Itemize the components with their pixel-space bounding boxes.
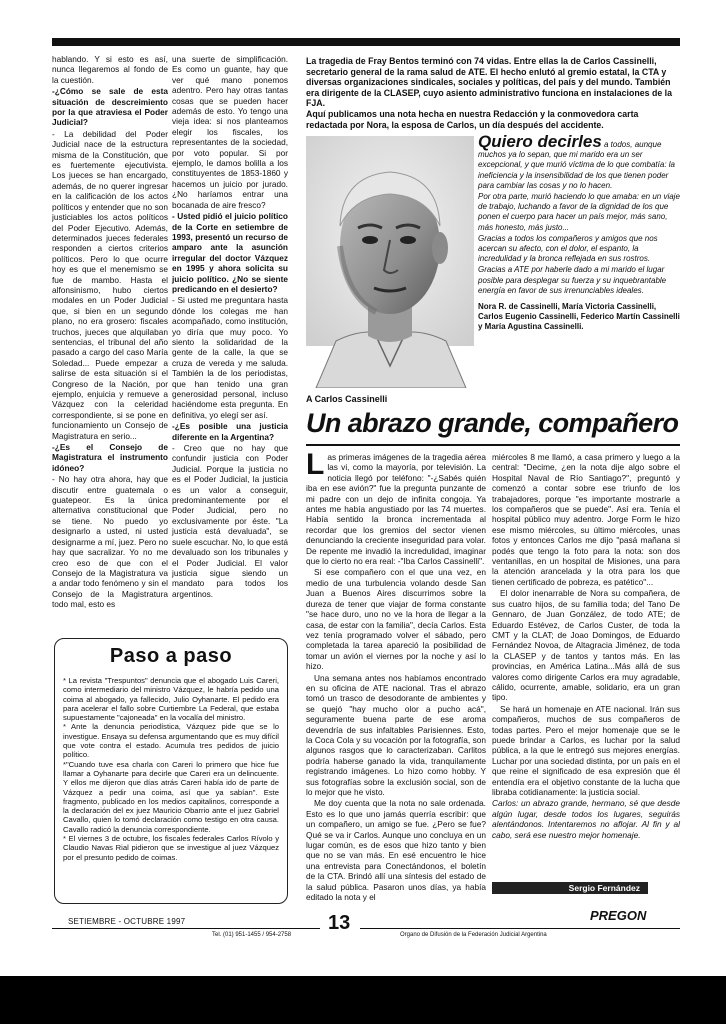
author-byline: Sergio Fernández <box>492 882 648 894</box>
portrait-photo <box>306 136 474 388</box>
letter-quiero-decirles <box>478 132 680 334</box>
article-paragraph: El dolor inenarrable de Nora su compañera, de sus cuatro hijos, de su familia toda; del Tano De Gennaro, de Juan González, de todo ATE; de Eduardo Estévez, de Carlos Custer, de toda la CMT y la CLAT; de Joao Domingos, de Eduardo Fernández Novoa, de Altagracia Jiménez, de toda la CLASEP y de tantos y tantos más. En las provincias, en América Latina...Más allá de sus valores como dirigente Carlos era muy agradable, cálido, ocurrente, amable, solidario, era un gran tipo. <box>492 588 680 703</box>
interview-question: -¿Cómo se sale de esta situación de descreimiento por la que atraviesa el Poder Judicial? <box>52 86 168 128</box>
interview-question: - Usted pidió el juicio político de la Corte en setiembre de 1993, presentó un recurso de amparo ante la asunción irregular del doctor Vázquez en 1995 y ahora solicita su juicio político. ¿No se siente predicando en el desierto? <box>172 211 288 294</box>
interview-answer: - Si usted me preguntara hasta dónde los colegas me han acompañado, como institución, yo diría que muy poco. Yo siento la solidaridad de la gente de la calle, la que se cruza de vereda y me saluda. También la de los periodistas, que han tenido una gran generosidad personal, incluso haciéndome esta pregunta. En definitiva, yo elegí ser así. <box>172 295 288 420</box>
footer-rule-right <box>360 928 680 929</box>
intro-block <box>306 56 678 130</box>
closing-paragraph: Carlos: un abrazo grande, hermano, sé que desde algún lugar, desde todos los lugares, seguirás alentándonos. Intentaremos no aflojar. Al fin y al cabo, será ese nuestro mejor homenaje. <box>492 798 680 840</box>
letter-paragraph: Por otra parte, murió haciendo lo que amaba: en un viaje de trabajo, luchando a favor de la dignidad de los que ponen el cuerpo para hacer un país mejor, más sano, más honesto, más justo... <box>478 192 680 232</box>
paso-items <box>63 676 279 862</box>
article-paragraph: Las primeras imágenes de la tragedia aérea las vi, como la mayoría, por televisión. La noticia llegó por teléfono: "-¿Sabés quién iba en ese avión?" fue la pregunta punzante de mi padre con un dejo de infinita congoja. Ya antes me había angustiado por las 74 muertes. Había sentido la bronca incrementada al recordar que los gremios del sector vienen denunciando la creciente inseguridad para volar. De repente me invadió la incredulidad, imaginar que lo cierto no era real: -"Iba Carlos Cassinelli". <box>306 448 486 567</box>
interview-answer: - No hay otra ahora, hay que discutir entre guatemala o guatepeor. Es la única alternativa constitucional que se tiene. No puedo yo designarlo a usted, ni usted designarme a mí, juez. Pero no hay que sacralizar. Yo no me creo eso de que con el Consejo de la Magistratura va a andar todo fenómeno y sin el Consejo de la Magistratura todo mal, esto es <box>52 474 168 610</box>
publication-logo: PREGON <box>590 908 647 923</box>
scan-edge <box>0 976 726 1024</box>
footer-publisher: Organo de Difusión de la Federación Judicial Argentina <box>400 932 547 938</box>
dedication-label: A Carlos Cassinelli <box>306 394 388 404</box>
paso-item: * El viernes 3 de octubre, los fiscales federales Carlos Rívolo y Claudio Navas Rial pidieron que se investigue al juez Vázquez por el presunto pedido de coimas. <box>63 834 279 862</box>
letter-title: Quiero decirles <box>478 132 602 151</box>
letter-signature: Nora R. de Cassinelli, María Victoria Cassinelli, Carlos Eugenio Cassinelli, Federico Martín Cassinelli y María Agustina Cassinelli. <box>478 302 680 332</box>
footer-rule-left <box>52 928 320 929</box>
intro-paragraph-2: Aquí publicamos una nota hecha en nuestra Redacción y la conmovedora carta redactada por Nora, la esposa de Carlos, un día después del accidente. <box>306 108 639 130</box>
article-paragraph: Me doy cuenta que la nota no sale ordenada. Esto es lo que uno jamás querría escribir: que un compañero, un amigo se fue. ¿Pero se fue? Qué se va ir Carlos. Aunque uno concluya en un lugar común, es de esos que hizo tanto y bien que no se van más. En esé encuentro le hice una entrevista para Conectándonos, el boletín de la CTA. Brindó allí una síntesis del estado de la salud pública. Pasaron unos días, ya había editado la nota y el <box>306 798 486 903</box>
interview-answer: hablando. Y si esto es así, nunca llegaremos al fondo de la cuestión. <box>52 54 168 85</box>
footer-phone: Tel. (01) 951-1455 / 954-2758 <box>212 932 292 938</box>
letter-paragraph: Gracias a ATE por haberle dado a mi marido el lugar posible para desplegar su fuerza y su inquebrantable energía en favor de sus irrenunciables ideales. <box>478 265 667 295</box>
page-number: 13 <box>328 912 351 934</box>
letter-paragraph: Gracias a todos los compañeros y amigos que nos acercan su afecto, con el dolor, el espanto, la incredulidad y la bronca reflejada en sus rostros. <box>478 233 658 264</box>
interview-answer: - La debilidad del Poder Judicial nace de la estructura misma de la Constitución, que es fuertemente ejecutivista. Los jueces se han encargado, además, de no querer ingresar en la calificación de los actos políticos y entender que no son justiciables los actos políticos del Poder Ejecutivo. Además, determinados jueces federales responden a ciertos criterios políticos. Pero lo que ocurre hoy es que el menemismo se fue de mambo. Hasta el alfonsinismo, hubo ciertos modales en un Poder Judicial que, si bien en un segundo plano, no era grosero: fiscales truchos, jueces que alquilaban sentencias, el tribunal del año pasado a cargo del caso María Soledad... Puede empezar a salirse de esta situación si el Congreso de la Nación, por ejemplo, enjuicia y remueve a Vázquez con la celeridad correspondiente, si se pone en funcionamiento un Consejo de Magistratura en serio... <box>52 128 168 441</box>
article-paragraph: miércoles 8 me llamó, a casa primero y luego a la central: "Decime, ¿en la nota dije algo sobre el Hospital Naval de Río Santiago?", preguntó y comenzó a contar sobre ese triunfo de los trabajadores, porque "es importante mostrarle a los compañeros que se puede". Así era. Tenía el hospital público muy adentro. Jorge Form le hizo ese mismo miércoles, su último miércoles, unas fotos y entonces Carlos me dijo "pasá mañana si podés que tengo la foto para la nota: son dos ventanillas, en un hospital de Misiones, una para la atención arancelada y la otra para los que tienen certificado de pobreza, es patético"... <box>492 452 680 587</box>
headline-rule <box>306 444 680 446</box>
interview-answer: una suerte de simplificación. Es como un guante, hay que ver qué mano ponemos adentro. Pero hay otras tantas cosas que se pueden hacer además de esto. Yo tengo una vieja idea: si nos planteamos elegir los fiscales, los representantes de la sociedad, por voto popular. Si por ejemplo, le damos bolilla a los constituyentes de 1853-1860 y hacemos un juicio por jurado. ¿No haríamos entrar una bocanada de aire fresco? <box>172 54 288 210</box>
paso-title: Paso a paso <box>109 645 233 667</box>
interview-answer: - Creo que no hay que confundir justicia con Poder Judicial. Porque la justicia no es el Poder Judicial, la justicia es un valor a conseguir, predominantemente por el Poder Judicial, pero no exclusivamente por éste. "La justicia está devaluada", se suele escuchar. No, lo que está devaluado son los tribunales y el Poder Judicial. El valor justicia sigue siendo un mandato para todos los argentinos. <box>172 443 288 599</box>
article-column-1 <box>306 448 486 903</box>
paso-item: *"Cuando tuve esa charla con Careri lo primero que hice fue llamar a Oyhanarte para decirle que Careri era un delincuente. Y ellos me dijeron que días atrás Careri había ido de parte de Vázquez a pedir una coima, así que ya sabían". Este fragmento, publicado en los medios capitalinos, corresponde a la declaración del ex juez Mauricio Obarrio ante el juez Gabriel Cavallo, quien lo tomó declaración como testigo en otra causa. Cavallo radicó la denuncia correspondiente. <box>63 759 279 834</box>
top-rule <box>52 38 680 46</box>
interview-question: -¿Es el Consejo de Magistratura el instrumento idóneo? <box>52 442 168 473</box>
article-paragraph: Si ese compañero con el que una vez, en medio de una turbulencia volando desde San Juan a Buenos Aires discurrimos sobre la dureza de tener que viajar de forma constante "se hace duro, uno no ve la hora de llegar a la casa, de estar con la familia", decía Carlos. Esta vez tenía programado volver el sábado, pero completada la tarea apareció la posibilidad de tomar un avión el viernes por la noche y así lo hizo. <box>306 567 486 672</box>
paso-item: * Ante la denuncia periodística, Vázquez pide que se lo investigue. Ensaya su defensa argumentando que es muy difícil que vote contra el estado. Acumula tres pedidos de juicio político. <box>63 722 279 760</box>
letter-lead: a todos, aunque muchos ya lo sepan, que mi marido era un ser excepcional, y que murió víctima de lo que combatía: la ineficiencia y la insensibilidad de los que tienen poder para cambiar las cosas y no lo hacen. <box>478 140 675 190</box>
article-paragraph: Una semana antes nos habíamos encontrado en su oficina de ATE nacional. Tras el abrazo tomó un trasco de desodorante de ambientes y se quejó "hay mucho olor a pucho acá", seguramente buena parte de ese aroma devendría de sus infaltables Parisiennes. Esto, la Coca Cola y su vocación por la fotografía, son algunos rasgos que lo caracterizaban. Carlitos podría haberse ganado la vida, tranquilamente registrando imágenes. Lo hizo como hobby. Y sus fotografías sobre la exclusión social, son de lo mejor que he visto. <box>306 672 486 797</box>
intro-paragraph-1: La tragedia de Fray Bentos terminó con 74 vidas. Entre ellas la de Carlos Cassinelli, secretario general de la rama salud de ATE. El hecho enlutó al gremio estatal, la CTA y diversas organizaciones sindicales, sociales y políticas, del país y del mundo. También era dirigente de la CLASEP, cuyo asiento administrativo funciona en instalaciones de la FJA. <box>306 56 672 109</box>
article-headline: Un abrazo grande, compañero <box>306 408 679 438</box>
paso-a-paso-box <box>54 638 288 904</box>
interview-question: -¿Es posible una justicia diferente en la Argentina? <box>172 421 288 442</box>
interview-column-2 <box>172 54 288 600</box>
interview-column-1 <box>52 54 168 611</box>
article-paragraph: Se hará un homenaje en ATE nacional. Irán sus compañeros, muchos de sus compañeros de todas partes. Pero el mejor homenaje que se le puede brindar a Carlos, es luchar por la salud pública, a la que le entregó sus mejores energías. Luchar por una sociedad distinta, por un país en el que reine el significado de esa expresión que él entendía era el objetivo constante de la lucha que libraba cotidianamente: la justicia social. <box>492 703 680 797</box>
issue-date: SETIEMBRE - OCTUBRE 1997 <box>68 917 186 926</box>
drop-cap: L <box>306 448 325 481</box>
article-column-2 <box>492 452 680 841</box>
paso-item: * La revista "Trespuntos" denuncia que el abogado Luis Careri, como intermediario del ministro Vázquez, le habría pedido una coima al abogado, ya fallecido, Julio Oyhanarte. El pedido era para acelerar el fallo sobre Curtiembre La Federal, que estaba supuestamente "cajoneada" en la vocalía del ministro. <box>63 676 279 723</box>
